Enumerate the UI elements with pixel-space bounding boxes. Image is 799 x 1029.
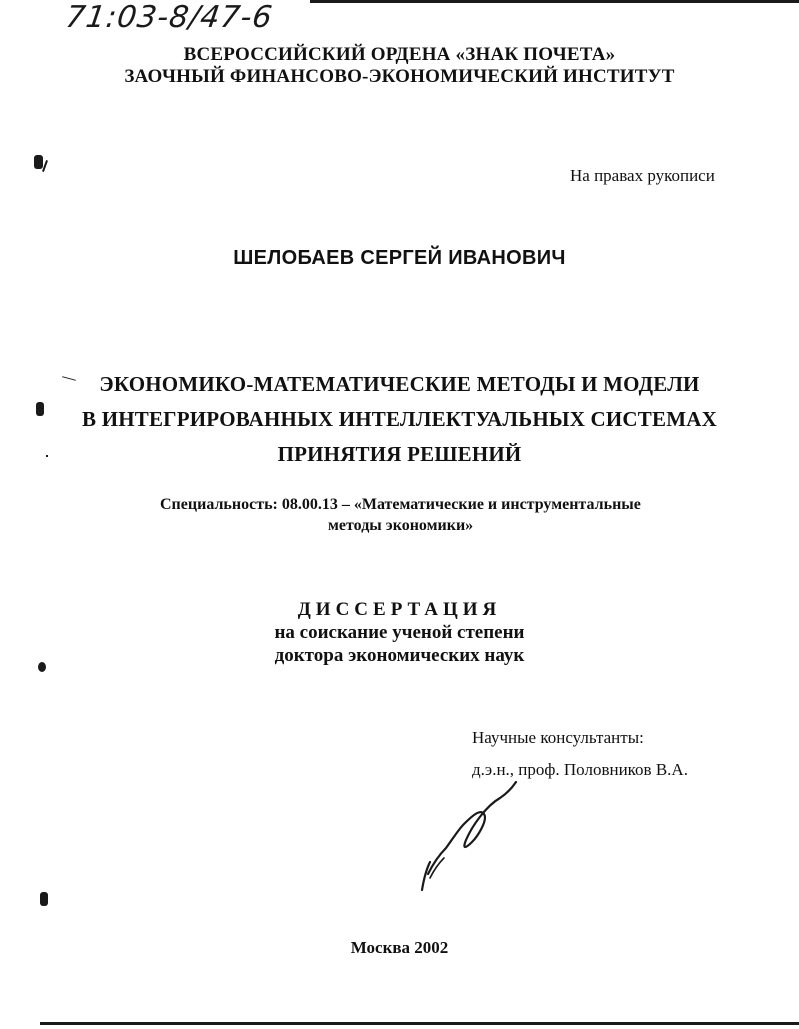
degree-line-1: на соискание ученой степени (274, 622, 525, 643)
degree-line-2: доктора экономических наук (274, 645, 525, 666)
handwritten-shelfmark: 71:03-8/47-6 (63, 0, 276, 35)
institute-header (0, 44, 799, 88)
scan-top-border (310, 0, 799, 3)
scan-bottom-border (40, 1022, 799, 1025)
title-line-3: ПРИНЯТИЯ РЕШЕНИЙ (277, 442, 522, 466)
scan-speck (40, 892, 48, 906)
city-and-year: Москва 2002 (350, 938, 449, 957)
specialty-line-2: методы экономики» (328, 517, 474, 534)
consultant-name: д.э.н., проф. Половников В.А. (472, 760, 688, 779)
consultants-label: Научные консультанты: (472, 728, 644, 747)
dissertation-title (0, 367, 799, 472)
dissertation-word: ДИССЕРТАЦИЯ (297, 599, 502, 620)
manuscript-note: На правах рукописи (570, 166, 715, 185)
institute-line-1: ВСЕРОССИЙСКИЙ ОРДЕНА «ЗНАК ПОЧЕТА» (183, 44, 616, 65)
author-name: ШЕЛОБАЕВ СЕРГЕЙ ИВАНОВИЧ (233, 247, 566, 269)
scan-speck (34, 155, 43, 169)
title-line-2: В ИНТЕГРИРОВАННЫХ ИНТЕЛЛЕКТУАЛЬНЫХ СИСТЕМАХ (82, 407, 717, 431)
title-line-1: ЭКОНОМИКО-МАТЕМАТИЧЕСКИЕ МЕТОДЫ И МОДЕЛИ (99, 372, 700, 396)
specialty-line-1: Специальность: 08.00.13 – «Математические и инструментальные (160, 496, 641, 513)
institute-line-2: ЗАОЧНЫЙ ФИНАНСОВО-ЭКОНОМИЧЕСКИЙ ИНСТИТУТ (124, 66, 675, 87)
dissertation-block (0, 598, 799, 667)
handwritten-signature (400, 778, 540, 898)
